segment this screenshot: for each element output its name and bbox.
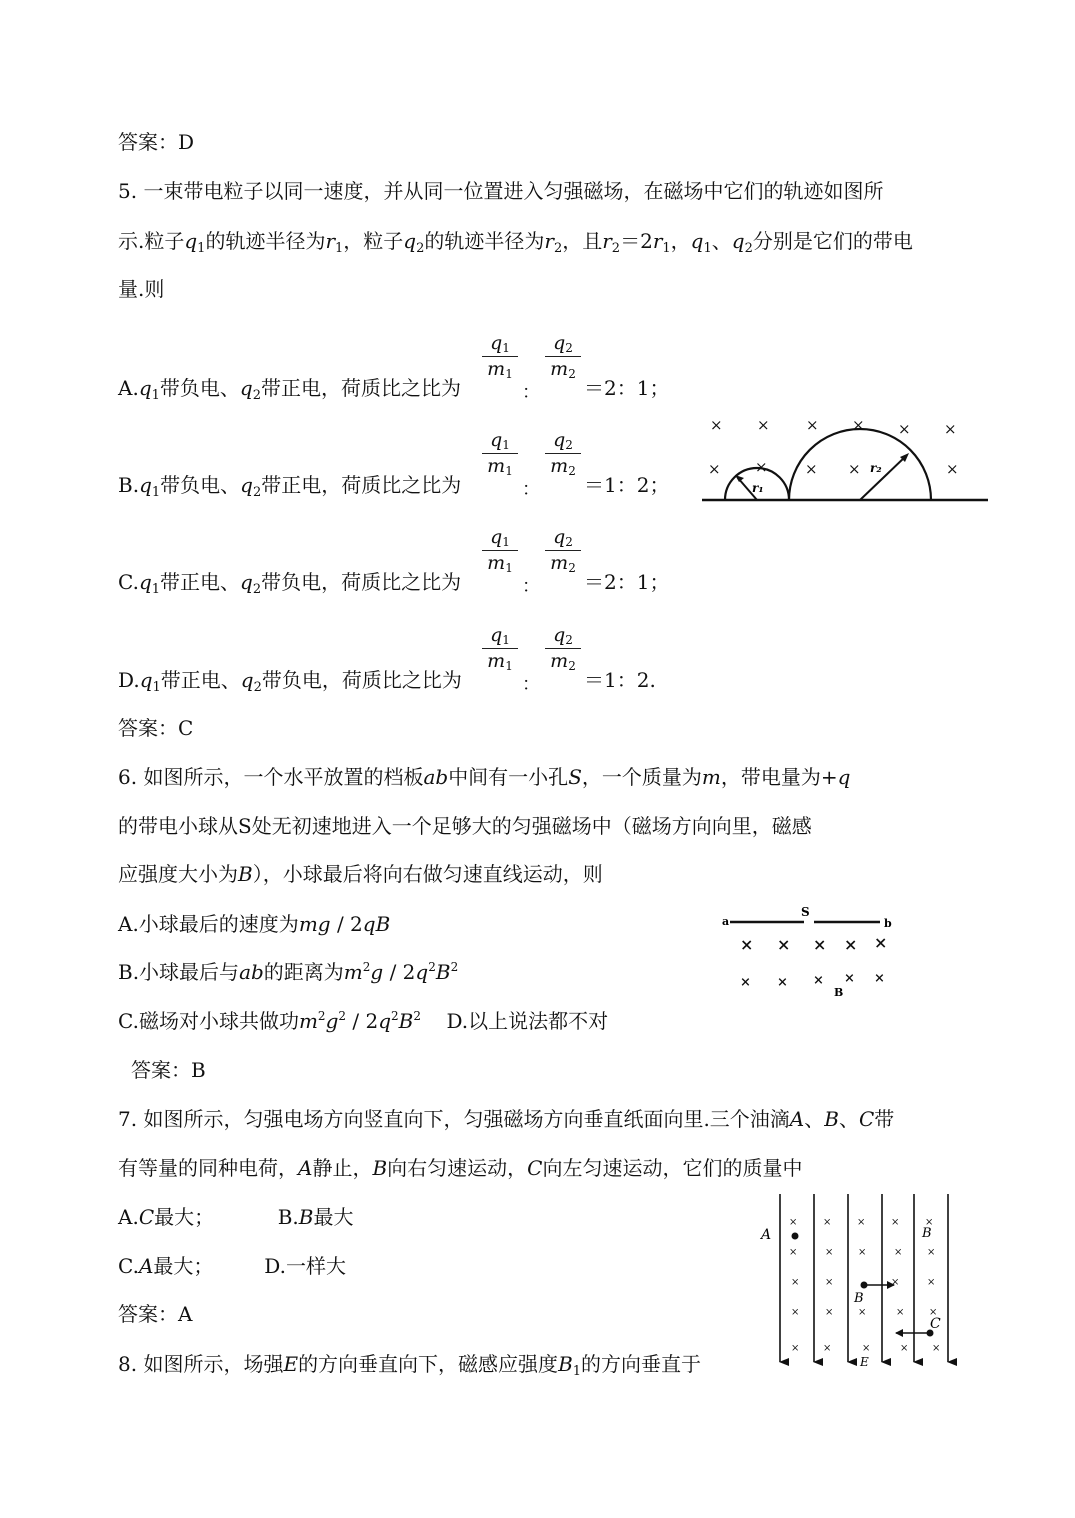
field-cross: × bbox=[927, 1247, 936, 1258]
field-cross: × bbox=[825, 1247, 834, 1258]
q7-figure bbox=[758, 1190, 958, 1370]
field-cross: × bbox=[805, 460, 818, 478]
q5-option-c: $C.q_1$带正电、$q_2$带负电，荷质比之比为 bbox=[118, 570, 462, 597]
q5-b-ratio: ＝1：2； bbox=[584, 473, 670, 497]
field-cross: × bbox=[791, 1343, 800, 1354]
q7-option-b: 最大 bbox=[313, 1205, 354, 1229]
q6-figure bbox=[720, 903, 905, 1001]
label-s: S bbox=[801, 905, 810, 919]
q7-option-d: D.一样大 bbox=[264, 1254, 346, 1278]
field-cross: × bbox=[848, 460, 861, 478]
q5-a-frac2: $\frac{q_2}{m_2}$ bbox=[545, 332, 581, 381]
field-cross: × bbox=[929, 1307, 938, 1318]
field-cross: × bbox=[825, 1277, 834, 1288]
q5-b-frac1: $\frac{q_1}{m_1}$ bbox=[482, 429, 518, 478]
q5-option-d: $D.q_1$带正电、$q_2$带负电，荷质比之比为 bbox=[118, 668, 462, 695]
field-cross: × bbox=[852, 416, 865, 434]
field-cross: × bbox=[791, 1307, 800, 1318]
q6-stem-line1: 6. 如图所示，一个水平放置的档板ab中间有一小孔S，一个质量为m，带电量为+q bbox=[118, 765, 851, 789]
label-b-top: B bbox=[922, 1226, 932, 1241]
q5-option-a: $A.q_1$带负电、$q_2$带正电，荷质比之比为 bbox=[118, 376, 461, 403]
answer-q5: 答案：C bbox=[118, 716, 194, 740]
q6-stem-line3: 应强度大小为B），小球最后将向右做匀速直线运动，则 bbox=[118, 862, 603, 886]
field-cross: × bbox=[844, 935, 858, 954]
field-cross: × bbox=[777, 935, 791, 954]
q7-options-cd: C.A最大； D.一样大 bbox=[118, 1254, 346, 1278]
q7-options-ab: A.C最大； B.B最大 bbox=[118, 1205, 354, 1229]
field-cross: × bbox=[927, 1277, 936, 1288]
field-cross: × bbox=[710, 416, 723, 434]
q6-option-d: D.以上说法都不对 bbox=[446, 1009, 609, 1033]
field-cross: × bbox=[823, 1343, 832, 1354]
q5-stem-line1: 5. 一束带电粒子以同一速度，并从同一位置进入匀强磁场，在磁场中它们的轨迹如图所 bbox=[118, 179, 884, 203]
q5-stem-line2: 示.粒子$q_1$的轨迹半径为$r_1$，粒子$q_2$的轨迹半径为$r_2$，且$r_2=2r_1$，$q_1$、$q_2$分别是它们的带电 bbox=[118, 229, 913, 256]
field-cross: × bbox=[777, 975, 788, 990]
field-cross: × bbox=[900, 1343, 909, 1354]
q6-option-b: B.小球最后与ab的距离为$m^2g / 2q^2B^2$ bbox=[118, 960, 459, 984]
label-e: E bbox=[860, 1355, 869, 1369]
q5-stem-line3: 量.则 bbox=[118, 277, 165, 301]
q6-stem-line2: 的带电小球从S处无初速地进入一个足够大的匀强磁场中（磁场方向向里，磁感 bbox=[118, 814, 812, 838]
field-cross: × bbox=[813, 935, 827, 954]
field-cross: × bbox=[858, 1247, 867, 1258]
q5-c-frac2: $\frac{q_2}{m_2}$ bbox=[545, 526, 581, 575]
q8-stem: 8. 如图所示，场强E的方向垂直向下，磁感应强度$B_1$的方向垂直于 bbox=[118, 1352, 702, 1379]
radius-r2 bbox=[860, 456, 906, 500]
label-b: B bbox=[854, 1291, 864, 1306]
q7-option-c: 最大； bbox=[153, 1254, 214, 1278]
answer-q4: 答案：D bbox=[118, 130, 195, 154]
field-cross: × bbox=[844, 971, 855, 986]
field-cross: × bbox=[862, 1343, 871, 1354]
field-cross: × bbox=[858, 1307, 867, 1318]
label-a: a bbox=[722, 915, 730, 928]
q6-option-c: C.磁场对小球共做功$m^2g^2 / 2q^2B^2$ D.以上说法都不对 bbox=[118, 1009, 609, 1033]
field-cross: × bbox=[891, 1277, 900, 1288]
label-B: B bbox=[834, 986, 844, 999]
q5-figure bbox=[700, 410, 992, 510]
field-cross: × bbox=[825, 1307, 834, 1318]
field-cross: × bbox=[740, 935, 754, 954]
field-cross: × bbox=[932, 1343, 941, 1354]
field-cross: × bbox=[789, 1217, 798, 1228]
field-cross: × bbox=[813, 973, 824, 988]
q5-b-frac2: $\frac{q_2}{m_2}$ bbox=[545, 429, 581, 478]
field-cross: × bbox=[894, 1247, 903, 1258]
field-cross: × bbox=[944, 420, 957, 438]
droplet-a bbox=[792, 1233, 799, 1240]
field-cross: × bbox=[755, 458, 768, 476]
answer-q7: 答案：A bbox=[118, 1302, 193, 1326]
q5-a-frac1: $\frac{q_1}{m_1}$ bbox=[482, 332, 518, 381]
field-cross: × bbox=[898, 420, 911, 438]
field-cross: × bbox=[874, 971, 885, 986]
field-cross: × bbox=[757, 416, 770, 434]
q5-option-b: $B.q_1$带负电、$q_2$带正电，荷质比之比为 bbox=[118, 473, 462, 500]
field-cross: × bbox=[891, 1217, 900, 1228]
q5-d-frac1: $\frac{q_1}{m_1}$ bbox=[482, 624, 518, 673]
field-cross: × bbox=[946, 460, 959, 478]
q7-option-a: 最大； bbox=[154, 1205, 215, 1229]
field-cross: × bbox=[708, 460, 721, 478]
field-cross: × bbox=[823, 1217, 832, 1228]
answer-q6: 答案：B bbox=[131, 1058, 206, 1082]
q5-c-frac1: $\frac{q_1}{m_1}$ bbox=[482, 526, 518, 575]
q7-stem-line1: 7. 如图所示，匀强电场方向竖直向下，匀强磁场方向垂直纸面向里.三个油滴A、B、C带 bbox=[118, 1107, 895, 1131]
field-cross: × bbox=[857, 1217, 866, 1228]
field-cross: × bbox=[925, 1217, 934, 1228]
field-cross: × bbox=[806, 416, 819, 434]
q5-d-frac2: $\frac{q_2}{m_2}$ bbox=[545, 624, 581, 673]
q6-option-a: A.小球最后的速度为mg / 2qB bbox=[118, 912, 391, 936]
label-b: b bbox=[884, 917, 892, 930]
field-cross: × bbox=[740, 975, 751, 990]
q7-stem-line2: 有等量的同种电荷，A静止，B向右匀速运动，C向左匀速运动，它们的质量中 bbox=[118, 1156, 803, 1180]
q5-d-ratio: ＝1：2. bbox=[584, 668, 656, 692]
label-c: C bbox=[930, 1316, 941, 1332]
q5-c-ratio: ＝2：1； bbox=[584, 570, 670, 594]
label-r2: r₂ bbox=[870, 461, 882, 475]
label-a: A bbox=[761, 1227, 772, 1243]
field-cross: × bbox=[791, 1277, 800, 1288]
field-cross: × bbox=[896, 1307, 905, 1318]
q5-a-ratio: ＝2：1； bbox=[584, 376, 670, 400]
field-cross: × bbox=[789, 1247, 798, 1258]
field-cross: × bbox=[874, 933, 888, 952]
label-r1: r₁ bbox=[752, 481, 764, 495]
